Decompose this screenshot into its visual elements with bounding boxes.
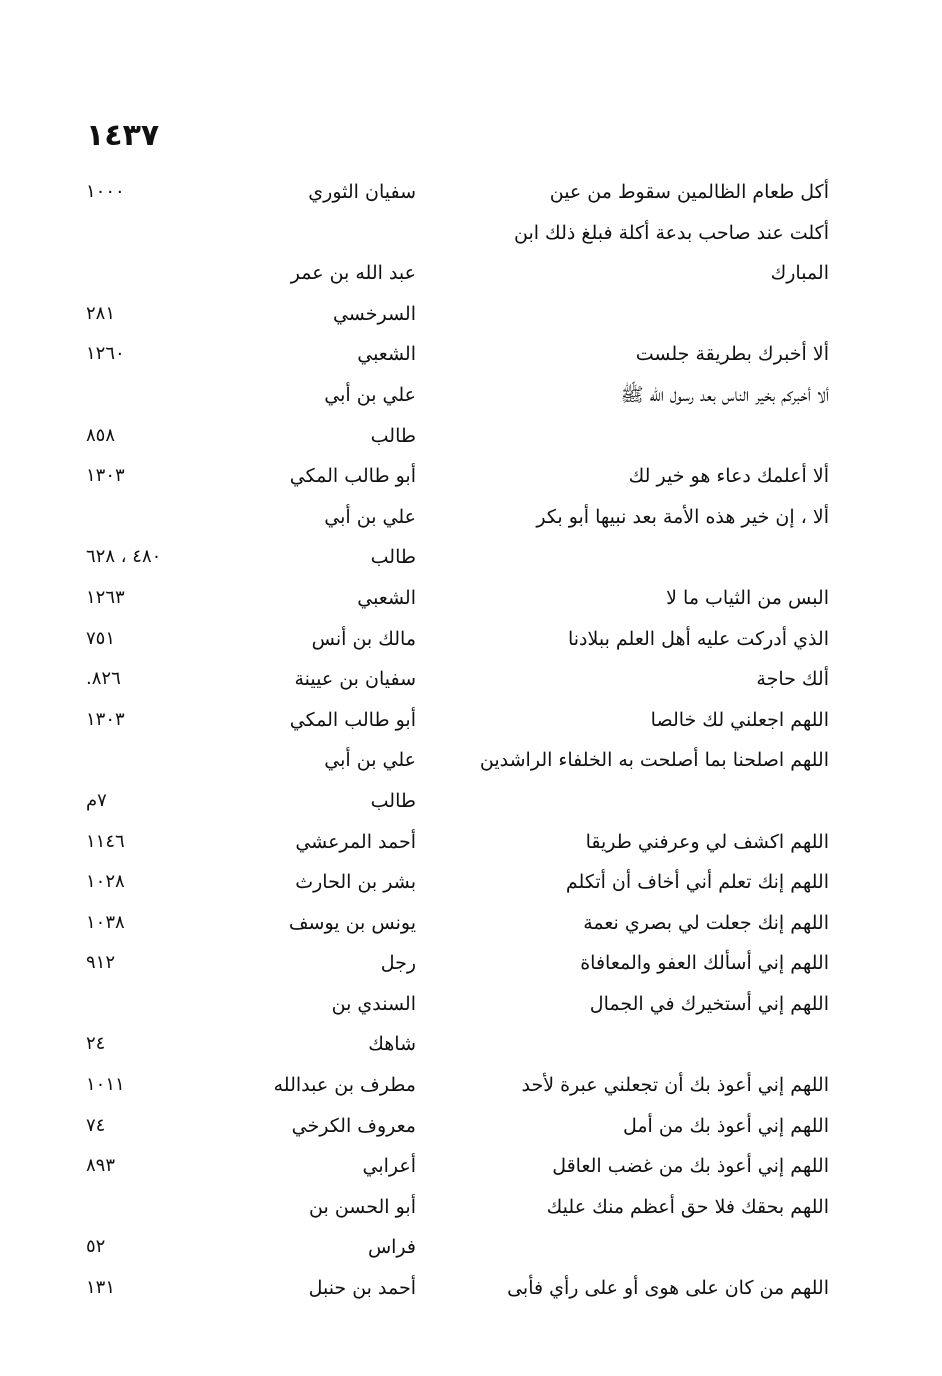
reference-number: ١٠١١: [86, 1074, 125, 1096]
index-row: [0, 822, 942, 863]
phrase-text: الذي أدركت عليه أهل العلم ببلادنا: [567, 627, 829, 650]
narrator-name: السرخسي: [332, 302, 416, 325]
narrator-name: مالك بن أنس: [311, 627, 416, 650]
index-row: [0, 619, 942, 660]
reference-number: ٤٨٠ ، ٦٢٨: [86, 546, 162, 568]
narrator-name: أعرابي: [362, 1155, 416, 1178]
index-row: [0, 862, 942, 903]
reference-number: ١٣١: [86, 1277, 116, 1299]
phrase-text: اللهم إنك جعلت لي بصري نعمة: [583, 911, 829, 934]
phrase-text: اللهم اجعلني لك خالصا: [650, 708, 829, 731]
reference-number: ١٠٣٨: [86, 911, 125, 933]
index-row: [0, 903, 942, 944]
phrase-text: اللهم إني أعوذ بك من غضب العاقل: [552, 1155, 829, 1178]
narrator-name: علي بن أبي: [324, 383, 416, 406]
phrase-text: [469, 537, 829, 578]
reference-number: [86, 497, 201, 538]
reference-number: [86, 253, 201, 294]
narrator-name: طالب: [370, 546, 416, 569]
phrase-text: اللهم إني أعوذ بك أن تجعلني عبرة لأحد: [521, 1074, 829, 1097]
reference-number: [86, 740, 201, 781]
reference-number: [86, 213, 201, 254]
reference-number: ٧٥١: [86, 627, 116, 649]
index-row: [0, 700, 942, 741]
phrase-text: اللهم من كان على هوى أو على رأي فأبى: [507, 1277, 829, 1300]
narrator-name: فراس: [367, 1236, 416, 1259]
index-row: [0, 1024, 942, 1065]
phrase-text: اللهم بحقك فلا حق أعظم منك عليك: [546, 1195, 829, 1218]
reference-number: ١١٤٦: [86, 830, 125, 852]
phrase-text: [469, 1024, 829, 1065]
narrator-name: سفيان الثوري: [308, 181, 416, 203]
reference-number: ١٢٦٣: [86, 586, 125, 608]
phrase-text: ألا أعلمك دعاء هو خير لك: [628, 465, 829, 488]
narrator-name: علي بن أبي: [324, 505, 416, 528]
narrator-name: السندي بن: [331, 992, 416, 1015]
phrase-text: [469, 294, 829, 335]
index-row: [0, 578, 942, 619]
index-row: [0, 1106, 942, 1147]
narrator-name: الشعبي: [357, 586, 416, 609]
index-row: [0, 1187, 942, 1228]
narrator-name: الشعبي: [357, 343, 416, 366]
reference-number: [86, 375, 201, 416]
phrase-text: أكل طعام الظالمين سقوط من عين: [549, 181, 829, 203]
reference-number: ١٠٢٨: [86, 871, 125, 893]
narrator-name: معروف الكرخي: [291, 1114, 416, 1137]
reference-number: ٧٤: [86, 1114, 106, 1136]
index-row: [0, 497, 942, 538]
index-row: [0, 1227, 942, 1268]
phrase-text: اللهم اصلحنا بما أصلحت به الخلفاء الراشدين: [479, 749, 829, 772]
index-row: [0, 294, 942, 335]
index-row: [0, 740, 942, 781]
narrator-name: [256, 213, 416, 254]
narrator-name: بشر بن الحارث: [295, 871, 416, 894]
reference-number: ٨٩٣: [86, 1155, 116, 1177]
phrase-text: [469, 781, 829, 822]
phrase-text: ألا ، إن خير هذه الأمة بعد نبيها أبو بكر: [536, 505, 829, 528]
index-row: [0, 1146, 942, 1187]
index-row: [0, 334, 942, 375]
index-row: [0, 213, 942, 254]
index-row: [0, 659, 942, 700]
reference-number: ٨٢٦.: [86, 668, 121, 690]
narrator-name: رجل: [380, 952, 416, 975]
reference-number: [86, 1187, 201, 1228]
reference-number: ٢٨١: [86, 302, 116, 324]
index-table: [0, 172, 942, 1309]
phrase-text: اللهم إني أعوذ بك من أمل: [622, 1114, 829, 1137]
phrase-text: اللهم إني أسألك العفو والمعافاة: [580, 952, 829, 975]
reference-number: ٧م: [86, 789, 107, 811]
reference-number: ٥٢: [86, 1236, 106, 1258]
phrase-text: ألا أخبرك بطريقة جلست: [635, 343, 829, 366]
narrator-name: أحمد المرعشي: [295, 830, 416, 853]
index-row: [0, 984, 942, 1025]
narrator-name: أبو طالب المكي: [289, 465, 416, 488]
page-number: ١٤٣٧: [86, 118, 160, 153]
phrase-text: [469, 1227, 829, 1268]
reference-number: ٨٥٨: [86, 424, 116, 446]
index-row: [0, 1065, 942, 1106]
narrator-name: أبو الحسن بن: [309, 1195, 416, 1218]
phrase-text: [469, 416, 829, 457]
reference-number: ٩١٢: [86, 952, 116, 974]
narrator-name: طالب: [370, 424, 416, 447]
index-row: [0, 172, 942, 213]
phrase-text: اللهم اكشف لي وعرفني طريقا: [585, 830, 829, 853]
narrator-name: يونس بن يوسف: [288, 911, 416, 934]
reference-number: ١٣٠٣: [86, 708, 125, 730]
reference-number: ١٣٠٣: [86, 465, 125, 487]
reference-number: [86, 984, 201, 1025]
phrase-text: البس من الثياب ما لا: [666, 586, 829, 609]
phrase-text: ألك حاجة: [756, 668, 829, 691]
phrase-text: اللهم إني أستخيرك في الجمال: [589, 992, 829, 1015]
index-row: [0, 456, 942, 497]
narrator-name: عبد الله بن عمر: [290, 262, 416, 285]
reference-number: ١٢٦٠: [86, 343, 125, 365]
reference-number: ٢٤: [86, 1033, 106, 1055]
index-row: [0, 537, 942, 578]
index-row: [0, 253, 942, 294]
phrase-text: ألا أخبركم بخير الناس بعد رسول الله ﷺ: [620, 383, 829, 406]
phrase-text: اللهم إنك تعلم أني أخاف أن أتكلم: [565, 871, 829, 894]
index-row: [0, 375, 942, 416]
narrator-name: شاهك: [368, 1033, 416, 1056]
narrator-name: أبو طالب المكي: [289, 708, 416, 731]
phrase-text: المبارك: [770, 262, 829, 285]
index-row: [0, 781, 942, 822]
narrator-name: طالب: [370, 789, 416, 812]
narrator-name: علي بن أبي: [324, 749, 416, 772]
index-row: [0, 943, 942, 984]
narrator-name: أحمد بن حنبل: [308, 1277, 416, 1300]
narrator-name: سفيان بن عيينة: [294, 668, 416, 691]
index-row: [0, 1268, 942, 1309]
narrator-name: مطرف بن عبدالله: [273, 1074, 416, 1097]
reference-number: ١٠٠٠: [86, 181, 125, 202]
phrase-text: أكلت عند صاحب بدعة أكلة فبلغ ذلك ابن: [513, 221, 829, 244]
index-row: [0, 416, 942, 457]
